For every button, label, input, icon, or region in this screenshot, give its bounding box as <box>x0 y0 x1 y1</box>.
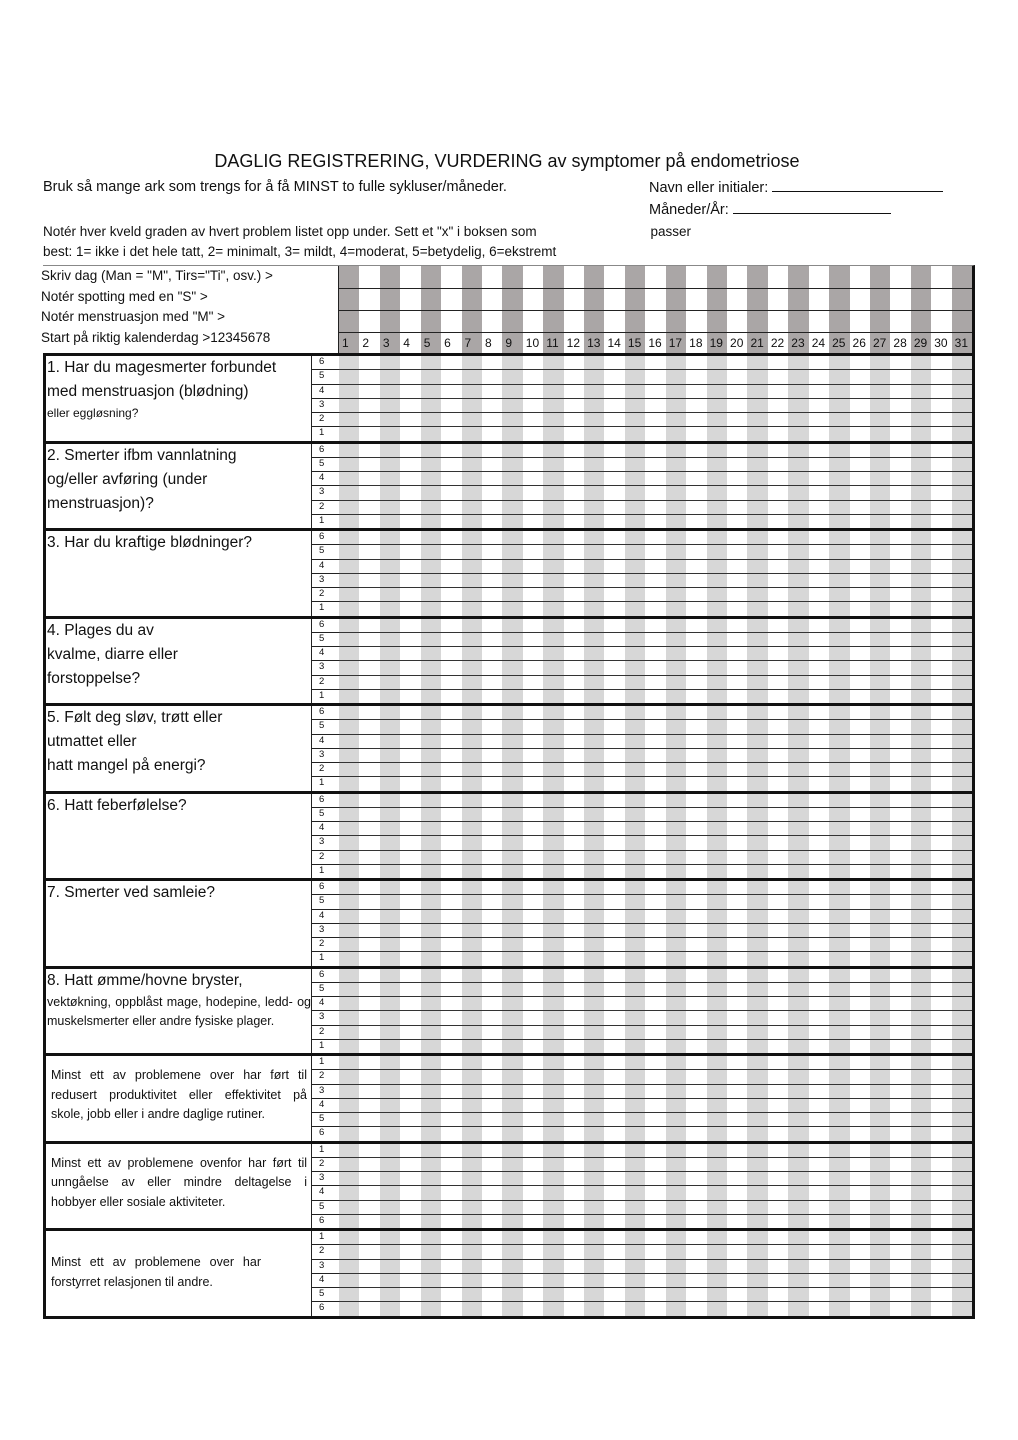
score-label: 6 <box>312 794 339 808</box>
instruction-line-1-end: passer <box>650 224 691 239</box>
rating-row[interactable] <box>339 1231 972 1245</box>
rating-row[interactable] <box>339 749 972 763</box>
daily-rating-grid[interactable] <box>339 1056 972 1141</box>
row-divider <box>339 310 972 311</box>
question-label <box>46 706 311 791</box>
day-number: 23 <box>791 336 805 350</box>
score-label: 1 <box>312 1056 339 1070</box>
day-numbers-row <box>339 333 972 353</box>
rating-row[interactable] <box>339 356 972 370</box>
question-label <box>46 531 311 616</box>
day-number: 16 <box>648 336 662 350</box>
score-label: 3 <box>312 924 339 938</box>
score-scale <box>311 706 340 791</box>
instruction-line-1: Notér hver kveld graden av hvert problem listet opp under. Sett et "x" i boksen som <box>43 224 537 239</box>
score-label: 5 <box>312 808 339 822</box>
header-label-calendar-day: Start på riktig kalenderdag >12345678 <box>41 329 271 345</box>
rating-row[interactable] <box>339 531 972 545</box>
score-label: 3 <box>312 399 339 413</box>
question-text-line: og/eller avføring (under <box>47 470 208 488</box>
question-block <box>43 616 975 704</box>
rating-row[interactable] <box>339 1260 972 1274</box>
question-subtext: eller eggløsning? <box>47 406 139 420</box>
name-field[interactable] <box>649 179 943 196</box>
rating-row[interactable] <box>339 969 972 983</box>
score-label: 1 <box>312 1144 339 1158</box>
day-number: 13 <box>587 336 601 350</box>
daily-rating-grid[interactable] <box>339 531 972 616</box>
rating-row[interactable] <box>339 574 972 588</box>
rating-row[interactable] <box>339 865 972 878</box>
score-label: 4 <box>312 997 339 1011</box>
day-number: 18 <box>689 336 703 350</box>
question-block <box>43 966 975 1054</box>
score-label: 3 <box>312 749 339 763</box>
day-number: 20 <box>730 336 744 350</box>
rating-row[interactable] <box>339 1288 972 1302</box>
rating-row[interactable] <box>339 1302 972 1315</box>
question-text-line: menstruasjon)? <box>47 494 154 512</box>
score-label: 3 <box>312 1260 339 1274</box>
rating-row[interactable] <box>339 1040 972 1053</box>
day-number: 9 <box>505 336 513 350</box>
rating-row[interactable] <box>339 588 972 602</box>
rating-row[interactable] <box>339 385 972 399</box>
score-label: 5 <box>312 1288 339 1302</box>
score-label: 1 <box>319 1039 325 1051</box>
score-label: 1 <box>319 777 325 789</box>
daily-rating-grid[interactable] <box>339 444 972 529</box>
day-number: 22 <box>770 336 785 350</box>
score-label: 2 <box>312 588 339 602</box>
score-label: 2 <box>312 763 339 777</box>
daily-rating-grid[interactable] <box>339 881 972 966</box>
score-scale <box>311 1056 340 1141</box>
rating-row[interactable] <box>339 399 972 413</box>
header-row-labels <box>43 266 340 353</box>
question-block <box>43 878 975 966</box>
rating-row[interactable] <box>339 836 972 850</box>
score-label: 5 <box>312 1113 339 1127</box>
score-scale <box>311 881 340 966</box>
score-label: 6 <box>312 619 339 633</box>
rating-row[interactable] <box>339 444 972 458</box>
question-text-line: 2. Smerter ifbm vannlatning <box>47 446 237 464</box>
daily-rating-grid[interactable] <box>339 356 972 441</box>
header-day-grid[interactable] <box>339 266 972 353</box>
question-label <box>46 619 311 704</box>
rating-row[interactable] <box>339 1158 972 1172</box>
rating-row[interactable] <box>339 633 972 647</box>
score-label: 2 <box>312 413 339 427</box>
score-label: 2 <box>312 1026 339 1040</box>
score-label: 4 <box>312 560 339 574</box>
question-block <box>43 791 975 879</box>
score-label: 6 <box>312 706 339 720</box>
day-number: 24 <box>811 336 826 350</box>
rating-row[interactable] <box>339 808 972 822</box>
score-label: 6 <box>319 1302 325 1314</box>
score-label: 2 <box>312 1158 339 1172</box>
score-label: 5 <box>312 458 339 472</box>
question-label <box>46 1144 311 1229</box>
score-label: 4 <box>312 647 339 661</box>
intro-text: Bruk så mange ark som trengs for å få MINST to fulle sykluser/måneder. <box>43 179 507 195</box>
rating-row[interactable] <box>339 619 972 633</box>
daily-rating-grid[interactable] <box>339 794 972 879</box>
name-label: Navn eller initialer: <box>649 180 769 196</box>
score-label: 2 <box>312 1070 339 1084</box>
day-number: 21 <box>750 336 764 350</box>
question-text-line: utmattet eller <box>47 733 137 750</box>
score-scale <box>311 619 340 704</box>
day-number: 26 <box>852 336 866 350</box>
score-label: 4 <box>312 385 339 399</box>
rating-row[interactable] <box>339 427 972 440</box>
rating-row[interactable] <box>339 822 972 836</box>
score-label: 1 <box>319 864 325 876</box>
question-text-line: kvalme, diarre eller <box>47 645 178 663</box>
score-label: 4 <box>312 1186 339 1200</box>
score-label: 6 <box>319 1214 325 1226</box>
rating-row[interactable] <box>339 501 972 515</box>
rating-row[interactable] <box>339 560 972 574</box>
score-label: 3 <box>312 1085 339 1099</box>
day-number: 14 <box>607 336 621 350</box>
score-label: 4 <box>312 910 339 924</box>
score-label: 3 <box>312 836 339 850</box>
rating-row[interactable] <box>339 690 972 703</box>
day-number: 1 <box>342 336 349 350</box>
question-text-line: 1. Har du magesmerter forbundet <box>47 359 277 376</box>
rating-row[interactable] <box>339 458 972 472</box>
score-label: 1 <box>319 689 325 701</box>
score-label: 6 <box>312 531 339 545</box>
name-input-line[interactable] <box>772 179 943 192</box>
score-label: 1 <box>319 427 325 439</box>
question-text-line: med menstruasjon (blødning) <box>47 383 249 400</box>
table-header <box>43 265 975 353</box>
rating-row[interactable] <box>339 486 972 500</box>
question-text-line: 4. Plages du av <box>47 621 154 639</box>
rating-row[interactable] <box>339 1099 972 1113</box>
rating-row[interactable] <box>339 1011 972 1025</box>
score-label: 5 <box>312 983 339 997</box>
rating-row[interactable] <box>339 602 972 615</box>
day-number: 30 <box>934 336 948 350</box>
score-scale <box>311 969 340 1054</box>
score-label: 2 <box>312 676 339 690</box>
rating-row[interactable] <box>339 720 972 734</box>
impact-question-text: Minst ett av problemene ovenfor har ført til unngåelse av eller mindre deltagelse i hobbyer eller sosiale aktiviteter. <box>51 1155 307 1209</box>
rating-row[interactable] <box>339 1056 972 1070</box>
score-label: 5 <box>312 1201 339 1215</box>
score-label: 5 <box>312 720 339 734</box>
rating-row[interactable] <box>339 777 972 790</box>
question-text-line: hatt mangel på energi? <box>47 757 206 774</box>
score-label: 5 <box>312 895 339 909</box>
rating-row[interactable] <box>339 881 972 895</box>
day-number: 4 <box>403 336 410 350</box>
rating-row[interactable] <box>339 1201 972 1215</box>
rating-row[interactable] <box>339 1113 972 1127</box>
score-label: 2 <box>312 1245 339 1259</box>
day-number: 5 <box>423 336 431 350</box>
score-label: 6 <box>312 356 339 370</box>
day-number: 8 <box>484 336 492 350</box>
day-number: 7 <box>464 336 472 350</box>
score-scale <box>311 1144 340 1229</box>
score-label: 2 <box>312 938 339 952</box>
rating-row[interactable] <box>339 1215 972 1228</box>
header-label-menstruation: Notér menstruasjon med "M" > <box>41 309 226 324</box>
impact-question-text: Minst ett av problemene over har forstyrret relasjonen til andre. <box>51 1255 261 1289</box>
question-text-line: forstoppelse? <box>47 669 141 687</box>
day-number: 28 <box>893 336 907 350</box>
day-number: 25 <box>832 336 846 350</box>
score-label: 4 <box>312 1099 339 1113</box>
question-label <box>46 356 311 441</box>
score-label: 1 <box>319 602 325 614</box>
question-text-line: 7. Smerter ved samleie? <box>47 884 215 901</box>
rating-row[interactable] <box>339 661 972 675</box>
score-scale <box>311 531 340 616</box>
score-label: 4 <box>312 822 339 836</box>
rating-row[interactable] <box>339 1026 972 1040</box>
rating-row[interactable] <box>339 952 972 965</box>
daily-rating-grid[interactable] <box>339 1231 972 1316</box>
day-number: 15 <box>627 336 642 350</box>
day-number: 10 <box>525 336 540 350</box>
rating-row[interactable] <box>339 763 972 777</box>
rating-row[interactable] <box>339 413 972 427</box>
question-text-line: 5. Følt deg sløv, trøtt eller <box>47 709 223 726</box>
header-label-day: Skriv dag (Man = "M", Tirs="Ti", osv.) > <box>41 268 273 283</box>
instructions <box>43 222 691 262</box>
rating-row[interactable] <box>339 1070 972 1084</box>
score-label: 2 <box>312 851 339 865</box>
month-year-field[interactable] <box>649 201 891 218</box>
score-scale <box>311 444 340 529</box>
rating-row[interactable] <box>339 706 972 720</box>
daily-rating-grid[interactable] <box>339 706 972 791</box>
rating-row[interactable] <box>339 1144 972 1158</box>
day-number: 12 <box>566 336 580 350</box>
question-label <box>46 444 311 529</box>
day-number: 31 <box>954 336 969 350</box>
score-label: 4 <box>312 472 339 486</box>
question-block <box>43 1141 975 1229</box>
rating-row[interactable] <box>339 472 972 486</box>
question-subtext: vektøkning, oppblåst mage, hodepine, ledd- og muskelsmerter eller andre fysiske plager. <box>47 994 311 1028</box>
day-number: 2 <box>362 336 370 350</box>
score-label: 4 <box>312 1274 339 1288</box>
score-label: 1 <box>319 952 325 964</box>
score-label: 6 <box>312 881 339 895</box>
score-label: 6 <box>312 444 339 458</box>
question-text-line: 3. Har du kraftige blødninger? <box>47 534 253 551</box>
registration-table <box>43 265 975 1319</box>
daily-rating-grid[interactable] <box>339 1144 972 1229</box>
day-number: 17 <box>668 336 683 350</box>
daily-rating-grid[interactable] <box>339 969 972 1054</box>
question-block <box>43 441 975 529</box>
question-label <box>46 969 311 1054</box>
question-block <box>43 528 975 616</box>
rating-row[interactable] <box>339 1127 972 1140</box>
rating-row[interactable] <box>339 1245 972 1259</box>
score-scale <box>311 1231 340 1316</box>
day-number: 29 <box>913 336 928 350</box>
question-block <box>43 1053 975 1141</box>
rating-row[interactable] <box>339 997 972 1011</box>
day-number: 6 <box>444 336 451 350</box>
rating-row[interactable] <box>339 515 972 528</box>
day-number: 11 <box>546 336 559 350</box>
header-label-spotting: Notér spotting med en "S" > <box>41 288 208 304</box>
score-label: 3 <box>312 1172 339 1186</box>
day-number: 19 <box>709 336 723 350</box>
rating-row[interactable] <box>339 545 972 559</box>
score-label: 6 <box>312 969 339 983</box>
score-scale <box>311 356 340 441</box>
rating-row[interactable] <box>339 1186 972 1200</box>
score-label: 4 <box>312 735 339 749</box>
instruction-line-2: best: 1= ikke i det hele tatt, 2= minimalt, 3= mildt, 4=moderat, 5=betydelig, 6=ekstremt <box>43 244 557 259</box>
rating-row[interactable] <box>339 735 972 749</box>
score-label: 5 <box>312 633 339 647</box>
question-text-line: 6. Hatt feberfølelse? <box>47 796 187 814</box>
daily-rating-grid[interactable] <box>339 619 972 704</box>
rating-row[interactable] <box>339 676 972 690</box>
question-label <box>46 1056 311 1141</box>
rating-row[interactable] <box>339 851 972 865</box>
month-year-input-line[interactable] <box>733 201 891 214</box>
score-label: 3 <box>312 486 339 500</box>
rating-row[interactable] <box>339 1274 972 1288</box>
rating-row[interactable] <box>339 983 972 997</box>
rating-row[interactable] <box>339 647 972 661</box>
question-label <box>46 794 311 879</box>
page-title: DAGLIG REGISTRERING, VURDERING av symptomer på endometriose <box>214 151 800 171</box>
score-label: 2 <box>312 501 339 515</box>
score-label: 5 <box>312 370 339 384</box>
score-label: 6 <box>319 1127 325 1139</box>
question-blocks <box>43 353 975 1319</box>
rating-row[interactable] <box>339 1085 972 1099</box>
rating-row[interactable] <box>339 1172 972 1186</box>
score-scale <box>311 794 340 879</box>
rating-row[interactable] <box>339 370 972 384</box>
rating-row[interactable] <box>339 910 972 924</box>
question-block <box>43 703 975 791</box>
score-label: 3 <box>312 574 339 588</box>
score-label: 3 <box>312 1011 339 1025</box>
score-label: 1 <box>312 1231 339 1245</box>
row-divider <box>339 288 972 289</box>
question-block <box>43 1228 975 1319</box>
question-label <box>46 881 311 966</box>
month-year-label: Måneder/År: <box>649 202 729 218</box>
day-number: 27 <box>872 336 887 350</box>
score-label: 1 <box>319 514 325 526</box>
question-text-line: 8. Hatt ømme/hovne bryster, <box>47 971 243 989</box>
score-label: 3 <box>312 661 339 675</box>
rating-row[interactable] <box>339 938 972 952</box>
rating-row[interactable] <box>339 895 972 909</box>
question-block <box>43 353 975 441</box>
rating-row[interactable] <box>339 794 972 808</box>
rating-row[interactable] <box>339 924 972 938</box>
question-label <box>46 1231 311 1316</box>
day-number: 3 <box>382 336 390 350</box>
score-label: 5 <box>312 545 339 559</box>
impact-question-text: Minst ett av problemene over har ført til redusert produktivitet eller effektivitet på skole, jobb eller i andre daglige rutiner. <box>51 1068 307 1121</box>
